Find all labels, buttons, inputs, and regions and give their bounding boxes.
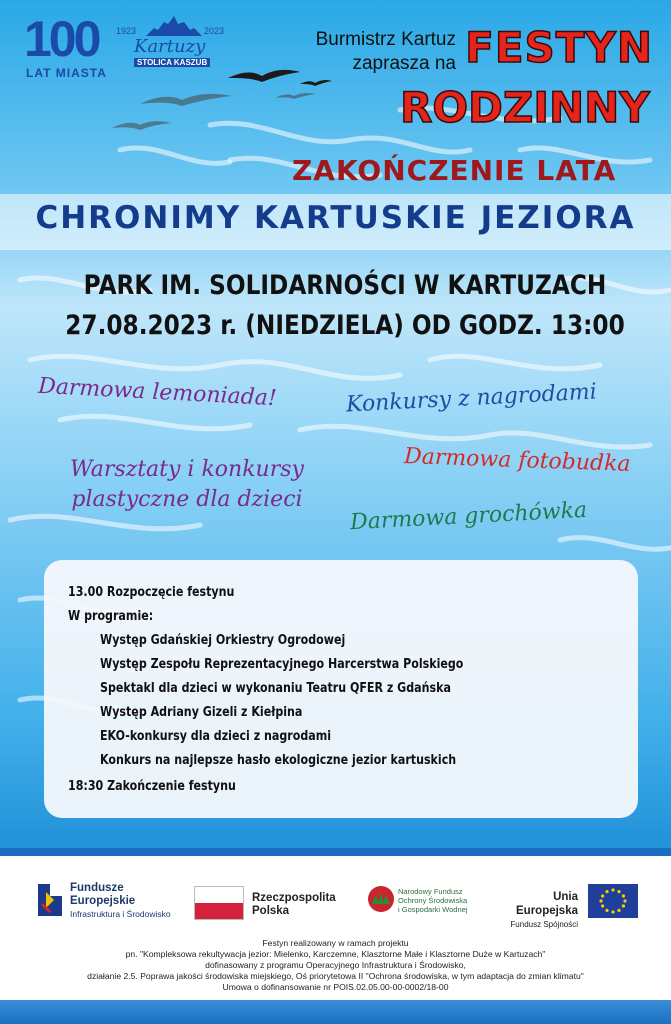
invite-line-1: Burmistrz Kartuz: [315, 29, 456, 50]
city-anniversary-logo: [24, 11, 224, 84]
rp-line-1: Rzeczpospolita: [252, 892, 336, 904]
highlight-pea-soup: Darmowa grochówka: [349, 497, 588, 536]
footer-bottom-strip: [0, 1000, 671, 1024]
fe-line-2: Europejskie: [70, 895, 136, 907]
fe-line-3: Infrastruktura i Środowisko: [70, 909, 171, 919]
nfosigw-label: [398, 887, 467, 914]
event-datetime: 27.08.2023 r. (NIEDZIELA) OD GODZ. 13:00: [65, 310, 625, 341]
program-item: EKO-konkursy dla dzieci z nagrodami: [100, 728, 332, 744]
invitation-text: [268, 28, 456, 76]
rp-line-2: Polska: [252, 905, 290, 917]
title-rodzinny: RODZINNY: [400, 83, 650, 132]
ue-line-2: Fundusz Spójności: [510, 920, 578, 929]
logo-year-end: 2023: [203, 26, 224, 36]
eu-flag-icon: [588, 884, 638, 918]
logo-city-name: Kartuzy: [134, 36, 206, 57]
highlight-contests: Konkursy z nagrodami: [345, 379, 598, 418]
footer-top-strip: [0, 848, 671, 856]
highlight-workshops: [70, 455, 304, 515]
polish-flag-icon: [194, 886, 244, 920]
nf-line-3: i Gospodarki Wodnej: [398, 905, 468, 914]
program-end: 18:30 Zakończenie festynu: [68, 778, 236, 794]
logo-subtitle: LAT MIASTA: [26, 66, 107, 80]
fe-line-1: Fundusze: [70, 882, 124, 894]
funding-line: działanie 2.5. Poprawa jakości środowiska miejskiego, Oś priorytetowa II "Ochrona środowiska, w tym adaptacja do zmian klimatu": [87, 971, 584, 981]
program-item: Spektakl dla dzieci w wykonaniu Teatru QFER z Gdańska: [100, 680, 451, 696]
ue-line-1: Unia Europejska: [516, 891, 578, 917]
program-start: 13.00 Rozpoczęcie festynu: [68, 584, 235, 600]
funding-line: dofinasowany z programu Operacyjnego Infrastruktura i Środowisko,: [205, 960, 466, 970]
title-festyn: FESTYN: [465, 23, 653, 72]
program-item: Konkurs na najlepsze hasło ekologiczne jezior kartuskich: [100, 752, 457, 768]
republic-of-poland-label: [252, 892, 336, 918]
european-funds-logo-icon: [36, 882, 64, 918]
program-item: Występ Zespołu Reprezentacyjnego Harcerstwa Polskiego: [100, 656, 464, 672]
program-item: Występ Gdańskiej Orkiestry Ogrodowej: [100, 632, 346, 648]
event-location: PARK IM. SOLIDARNOŚCI W KARTUZACH: [83, 270, 607, 301]
highlight-lemonade: Darmowa lemoniada!: [37, 373, 278, 412]
nf-line-1: Narodowy Fundusz: [398, 887, 463, 896]
funding-line: Umowa o dofinansowanie nr POIS.02.05.00-00-0002/18-00: [222, 982, 449, 992]
program-item: Występ Adriany Gizeli z Kiełpina: [100, 704, 303, 720]
logo-number: 100: [24, 11, 99, 67]
european-union-label: [490, 890, 578, 932]
highlight-workshops-line-1: Warsztaty i konkursy: [70, 457, 304, 482]
funding-line: Festyn realizowany w ramach projektu: [262, 938, 409, 948]
logo-year-start: 1923: [116, 26, 137, 36]
highlight-photobooth: Darmowa fotobudka: [403, 444, 631, 477]
subtitle-end-of-summer: ZAKOŃCZENIE LATA: [292, 154, 617, 187]
nf-line-2: Ochrony Środowiska: [398, 896, 468, 905]
kartuzy-skyline-icon: [144, 14, 204, 38]
motto-protect-lakes: CHRONIMY KARTUSKIE JEZIORA: [35, 200, 636, 236]
invite-line-2: zaprasza na: [352, 53, 456, 74]
logo-tagline: STOLICA KASZUB: [134, 58, 210, 67]
nfosigw-logo-icon: [366, 884, 396, 914]
program-heading: W programie:: [68, 608, 154, 624]
funding-line: pn. "Kompleksowa rekultywacja jezior: Mielenko, Karczemne, Klasztorne Małe i Klasztorne Duże w Kartuzach": [125, 949, 546, 959]
program-panel: [44, 560, 638, 818]
highlight-workshops-line-2: plastyczne dla dzieci: [71, 487, 303, 512]
funding-notice: [0, 938, 671, 993]
european-funds-label: [70, 882, 171, 921]
